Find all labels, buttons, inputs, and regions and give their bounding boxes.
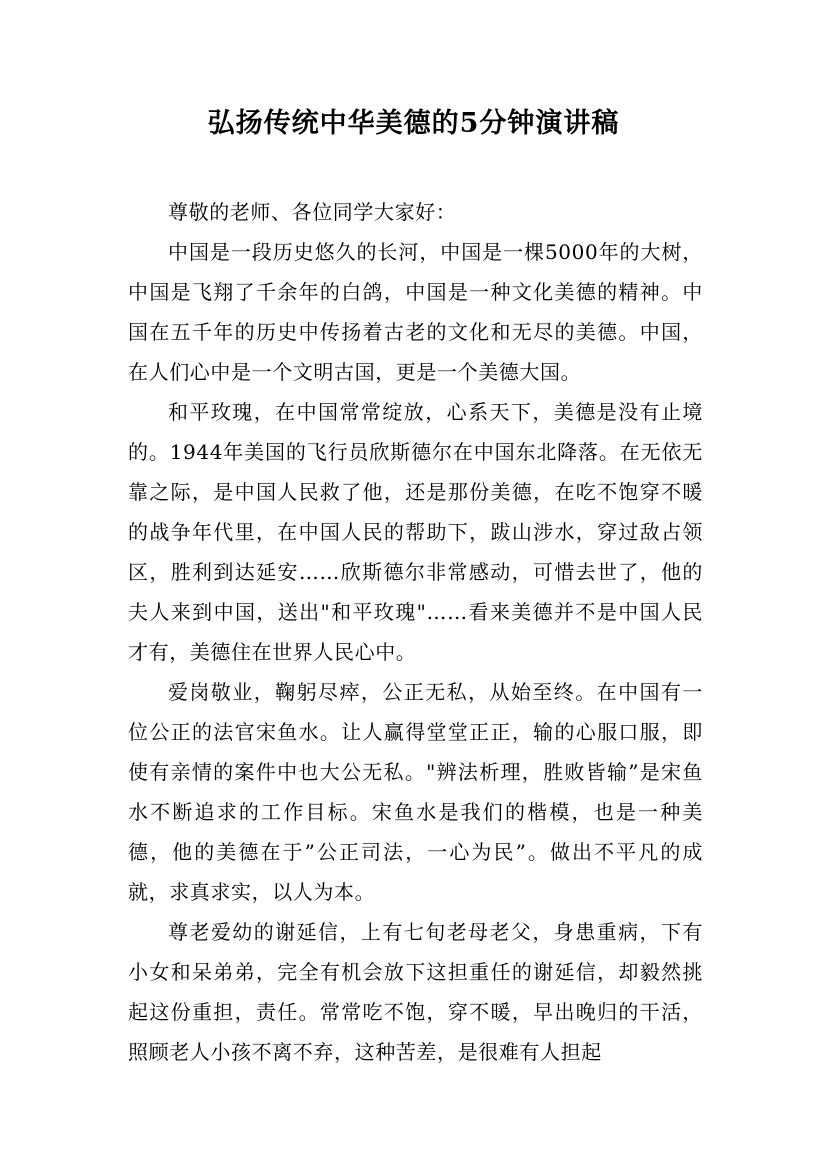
paragraph-3: 爱岗敬业，鞠躬尽瘁，公正无私，从始至终。在中国有一位公正的法官宋鱼水。让人赢得堂堂正正，输的心服口服，即使有亲情的案件中也大公无私。"辨法析理，胜败皆输”是宋鱼水不断追求的工作目标。宋鱼水是我们的楷模，也是一种美德，他的美德在于”公正司法，一心为民”。做出不平凡的成就，求真求实，以人为本。 [128,680,703,904]
paragraph-1: 中国是一段历史悠久的长河，中国是一棵5000年的大树，中国是飞翔了千余年的白鸽，中国是一种文化美德的精神。中国在五千年的历史中传扬着古老的文化和无尽的美德。中国，在人们心中是一个文明古国，更是一个美德大国。 [128,240,703,384]
document-body [128,192,703,1072]
document-title: 弘扬传统中华美德的5分钟演讲稿 [207,108,620,139]
greeting-paragraph: 尊敬的老师、各位同学大家好： [168,200,457,224]
paragraph-4: 尊老爱幼的谢延信，上有七旬老母老父，身患重病，下有小女和呆弟弟，完全有机会放下这担重任的谢延信，却毅然挑起这份重担，责任。常常吃不饱，穿不暖，早出晚归的干活，照顾老人小孩不离不弃，这种苦差，是很难有人担起 [128,920,703,1064]
paragraph-2: 和平玫瑰，在中国常常绽放，心系天下，美德是没有止境的。1944年美国的飞行员欣斯德尔在中国东北降落。在无依无靠之际，是中国人民救了他，还是那份美德，在吃不饱穿不暖的战争年代里，在中国人民的帮助下，跋山涉水，穿过敌占领区，胜利到达延安……欣斯德尔非常感动，可惜去世了，他的夫人来到中国，送出"和平玫瑰"……看来美德并不是中国人民才有，美德住在世界人民心中。 [128,400,703,664]
